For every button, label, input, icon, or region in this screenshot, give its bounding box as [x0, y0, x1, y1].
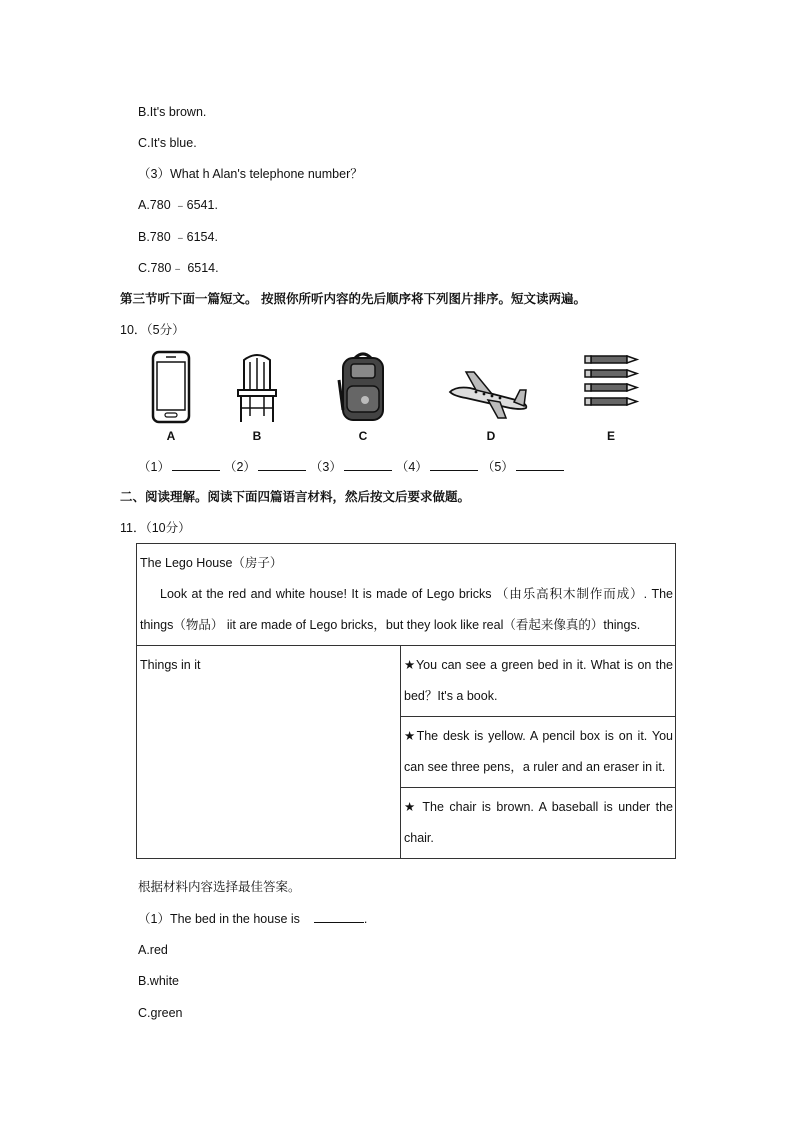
item-text: ★You can see a green bed in it. What is on the bed？It's a book.	[404, 658, 673, 703]
picture-a	[136, 350, 206, 445]
picture-d	[436, 350, 546, 445]
option-b: B.white	[138, 974, 179, 988]
answer-blank[interactable]	[314, 910, 364, 923]
things-label: Things in it	[140, 658, 201, 672]
item-text: ★The desk is yellow. A pencil box is on it. You can see three pens，a ruler and an eraser in it.	[404, 729, 673, 774]
passage-body: Look at the red and white house! It is made of Lego bricks （由乐高积木制作而成）. The things（物品） iit are made of Lego bricks，but they look like real（看起来像真的）things.	[140, 587, 673, 632]
picture-label: B	[252, 429, 262, 443]
option-a: A.780 ﹣6541.	[138, 198, 218, 212]
blank-label: （3）	[309, 460, 342, 474]
question-number: 10．（5分）	[120, 323, 185, 337]
picture-label: A	[166, 429, 176, 443]
option-b: B.780 ﹣6154.	[138, 230, 218, 244]
answer-blank[interactable]	[516, 458, 564, 471]
instruction: 根据材料内容选择最佳答案。	[138, 880, 301, 894]
blank-label: （1）	[138, 460, 170, 474]
answer-blank[interactable]	[344, 458, 392, 471]
question-number: 11．（10分）	[120, 521, 191, 535]
option-b: B.It's brown.	[138, 105, 207, 119]
blank-label: （4）	[395, 460, 428, 474]
question-stem-end: .	[363, 912, 368, 926]
chair-icon	[232, 350, 282, 424]
question-stem-text: （1）The bed in the house is	[138, 912, 300, 926]
picture-label: E	[606, 429, 615, 443]
airplane-icon	[446, 350, 536, 424]
picture-e	[576, 350, 646, 445]
question-3-stem: （3）What h Alan's telephone number？	[138, 167, 363, 181]
question-1-stem	[138, 910, 367, 927]
reading-passage-table	[136, 543, 676, 859]
smartphone-icon	[149, 350, 193, 424]
blank-label: （2）	[223, 460, 256, 474]
item-cell	[401, 788, 676, 859]
option-c: C.green	[138, 1006, 183, 1020]
picture-c	[328, 350, 398, 445]
blank-label: （5）	[481, 460, 514, 474]
answer-blank[interactable]	[430, 458, 478, 471]
item-cell	[401, 646, 676, 717]
passage-intro-cell	[137, 544, 676, 646]
item-cell	[401, 717, 676, 788]
part-heading: 二、阅读理解。阅读下面四篇语言材料，然后按文后要求做题。	[120, 490, 471, 504]
picture-b	[222, 350, 292, 445]
section-heading: 第三节听下面一篇短文。 按照你所听内容的先后顺序将下列图片排序。短文读两遍。	[120, 292, 586, 306]
answer-blank[interactable]	[258, 458, 306, 471]
passage-title: The Lego House（房子）	[140, 556, 283, 570]
ordering-blanks	[138, 458, 568, 475]
picture-row	[136, 350, 656, 450]
option-c: C.780﹣ 6514.	[138, 261, 219, 275]
picture-label: C	[358, 429, 368, 443]
backpack-icon	[335, 350, 391, 424]
option-a: A.red	[138, 943, 168, 957]
answer-blank[interactable]	[172, 458, 220, 471]
pencils-icon	[581, 350, 641, 424]
things-label-cell	[137, 646, 401, 859]
picture-label: D	[486, 429, 496, 443]
item-text: ★ The chair is brown. A baseball is under the chair.	[404, 800, 673, 845]
option-c: C.It's blue.	[138, 136, 197, 150]
